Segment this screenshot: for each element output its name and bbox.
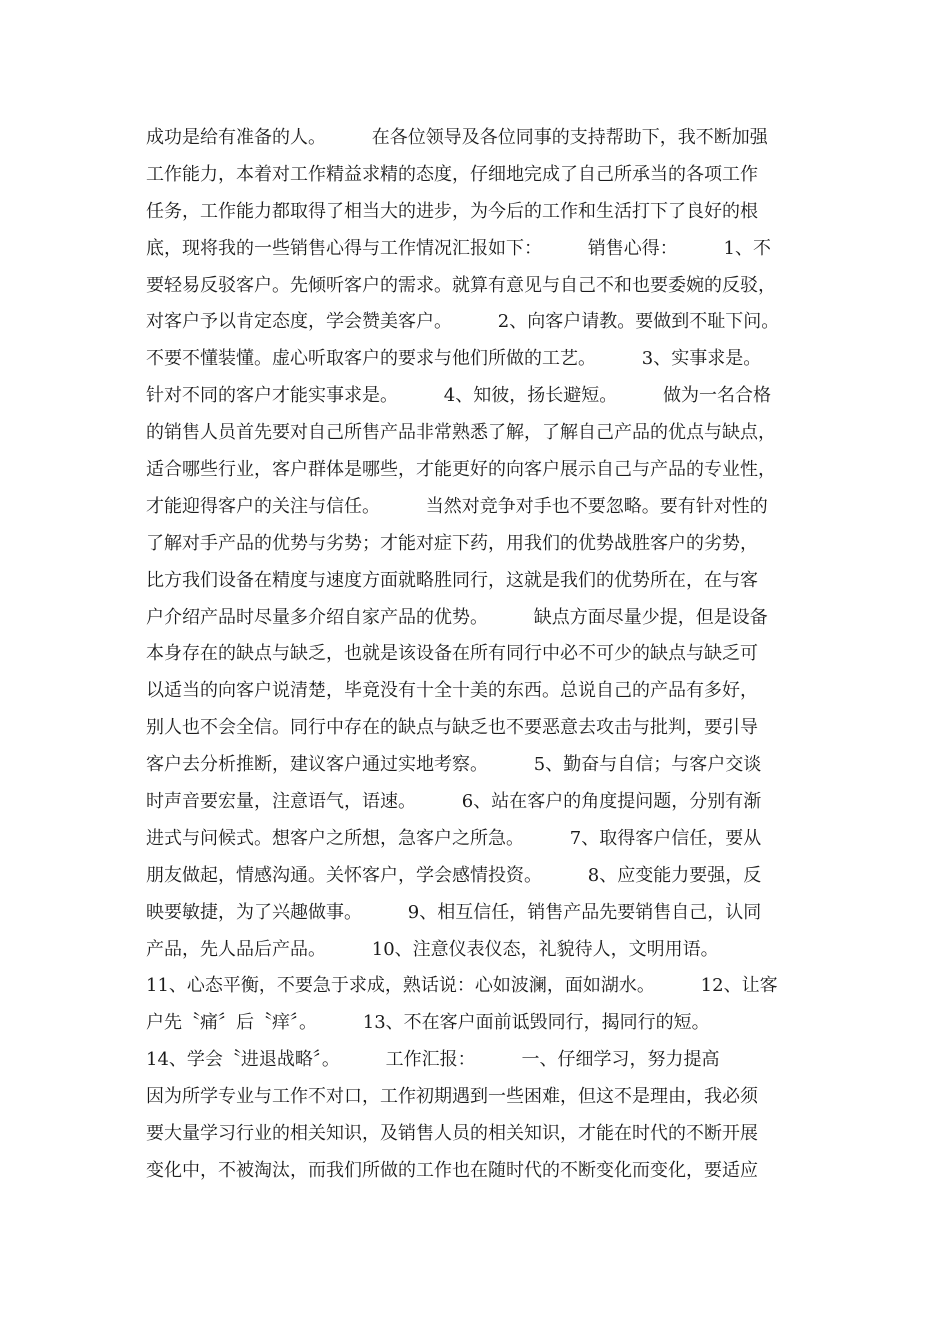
text-line: 本身存在的缺点与缺乏，也就是该设备在所有同行中必不可少的缺点与缺乏可 xyxy=(146,643,758,665)
text-line: 了解对手产品的优势与劣势；才能对症下药，用我们的优势战胜客户的劣势， xyxy=(146,532,758,554)
text-line: 14、学会〝进退战略〞。 工作汇报： 一、仔细学习，努力提高 xyxy=(146,1049,720,1071)
text-line: 产品，先人品后产品。 10、注意仪表仪态，礼貌待人，文明用语。 xyxy=(146,938,719,960)
text-line: 以适当的向客户说清楚，毕竟没有十全十美的东西。总说自己的产品有多好， xyxy=(146,680,758,702)
text-line: 11、心态平衡，不要急于求成，熟话说：心如波澜，面如湖水。 12、让客 xyxy=(146,975,778,997)
text-line: 成功是给有准备的人。 在各位领导及各位同事的支持帮助下，我不断加强 xyxy=(146,127,768,148)
text-line: 比方我们设备在精度与速度方面就略胜同行，这就是我们的优势所在，在与客 xyxy=(146,569,758,591)
text-line: 户先〝痛〞后〝痒〞。 13、不在客户面前诋毁同行，揭同行的短。 xyxy=(146,1012,710,1034)
text-line: 要大量学习行业的相关知识，及销售人员的相关知识，才能在时代的不断开展 xyxy=(146,1123,758,1145)
text-line: 底，现将我的一些销售心得与工作情况汇报如下： 销售心得： 1、不 xyxy=(146,237,771,259)
text-line: 变化中，不被淘汰，而我们所做的工作也在随时代的不断变化而变化，要适应 xyxy=(146,1159,758,1181)
text-line: 映要敏捷，为了兴趣做事。 9、相互信任，销售产品先要销售自己，认同 xyxy=(146,901,762,923)
document-body xyxy=(146,120,826,1190)
text-line: 针对不同的客户才能实事求是。 4、知彼，扬长避短。 做为一名合格 xyxy=(146,385,771,407)
text-line: 要轻易反驳客户。先倾听客户的需求。就算有意见与自己不和也要委婉的反驳， xyxy=(146,274,776,296)
text-line: 不要不懂装懂。虚心听取客户的要求与他们所做的工艺。 3、实事求是。 xyxy=(146,348,762,370)
text-line: 客户去分析推断，建议客户通过实地考察。 5、勤奋与自信；与客户交谈 xyxy=(146,754,762,776)
text-line: 进式与问候式。想客户之所想，急客户之所急。 7、取得客户信任，要从 xyxy=(146,827,762,849)
text-line: 任务，工作能力都取得了相当大的进步，为今后的工作和生活打下了良好的根 xyxy=(146,200,758,222)
text-line: 才能迎得客户的关注与信任。 当然对竞争对手也不要忽略。要有针对性的 xyxy=(146,495,768,517)
text-line: 工作能力，本着对工作精益求精的态度，仔细地完成了自己所承当的各项工作 xyxy=(146,163,758,185)
text-line: 时声音要宏量，注意语气，语速。 6、站在客户的角度提问题，分别有渐 xyxy=(146,791,762,813)
text-line: 对客户予以肯定态度，学会赞美客户。 2、向客户请教。要做到不耻下问。 xyxy=(146,311,780,333)
text-line: 因为所学专业与工作不对口，工作初期遇到一些困难，但这不是理由，我必须 xyxy=(146,1086,758,1108)
text-line: 户介绍产品时尽量多介绍自家产品的优势。 缺点方面尽量少提，但是设备 xyxy=(146,606,768,628)
text-line: 适合哪些行业，客户群体是哪些，才能更好的向客户展示自己与产品的专业性， xyxy=(146,459,776,481)
text-line: 朋友做起，情感沟通。关怀客户，学会感情投资。 8、应变能力要强，反 xyxy=(146,864,762,886)
text-line: 别人也不会全信。同行中存在的缺点与缺乏也不要恶意去攻击与批判，要引导 xyxy=(146,717,758,739)
text-line: 的销售人员首先要对自己所售产品非常熟悉了解，了解自己产品的优点与缺点， xyxy=(146,422,776,444)
